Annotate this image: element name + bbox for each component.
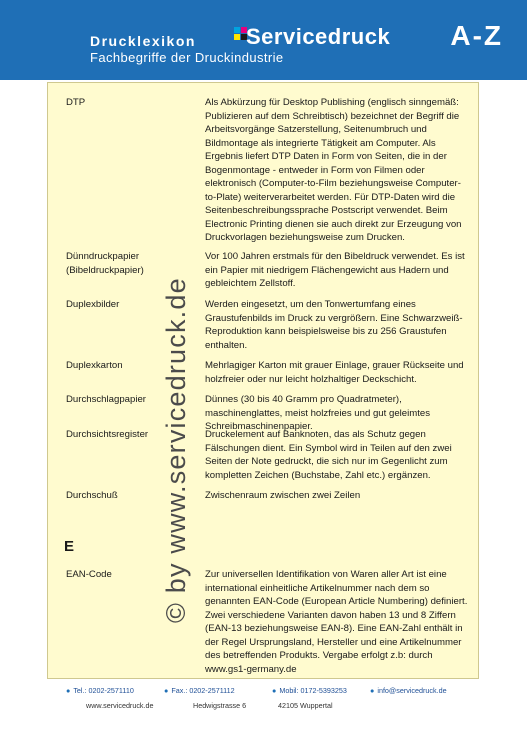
header-title: Drucklexikon — [90, 33, 196, 49]
footer-email-text[interactable]: info@servicedruck.de — [377, 686, 447, 695]
footer-fax — [164, 686, 235, 695]
servicedruck-logo — [234, 24, 424, 58]
footer-web[interactable]: www.servicedruck.de — [86, 701, 154, 710]
page-header — [0, 0, 527, 80]
footer-street: Hedwigstrasse 6 — [193, 701, 247, 710]
footer-email[interactable] — [370, 686, 447, 695]
entry-term: EAN-Code — [66, 569, 112, 580]
bullet-icon: ● — [272, 686, 277, 695]
entry-term: Durchschuß — [66, 490, 118, 501]
entry-definition: Mehrlagiger Karton mit grauer Einlage, grauer Rückseite und holzfreier oder nur leicht holzhaltiger Deckschicht. — [205, 360, 464, 385]
footer-tel — [66, 686, 134, 695]
entry-term: Duplexkarton — [66, 360, 123, 371]
footer-fax-text: Fax.: 0202-2571112 — [171, 686, 235, 695]
footer-address-row — [0, 701, 527, 713]
header-subtitle: Fachbegriffe der Druckindustrie — [90, 50, 284, 65]
entry-definition: Zur universellen Identifikation von Waren aller Art ist eine international einheitliche Artikelnummer nach dem so genannten EAN-Code (European Article Numbering) definiert. Zwei verschiedene Varianten davon haben 13 und 8 Ziffern (EAN-13 beziehungsweise EAN-8). Eine EAN-Zahl enthält in der Regel Ursprungsland, Hersteller und eine Artikelnummer des betreffenden Produkts. Vergabe erfolgt z.b: durch www.gs1-germany.de — [205, 569, 468, 675]
entry-definition: Dünnes (30 bis 40 Gramm pro Quadratmeter), maschinenglattes, meist holzfreies und gut geleimtes Schreibmaschinenpapier. — [205, 394, 431, 432]
entry-definition: Druckelement auf Banknoten, das als Schutz gegen Fälschungen dient. Ein Symbol wird in Teilen auf den zwei Seiten der Note gedruckt, die sich nur im Gegenlicht zum kompletten Zeichen (Buchstabe, Zahl etc.) ergänzen. — [205, 429, 452, 481]
entry-definition: Vor 100 Jahren erstmals für den Bibeldruck verwendet. Es ist ein Papier mit niedrigem Flächengewicht aus Hadern und gebleichtem Zellstoff. — [205, 251, 465, 289]
entry-definition: Werden eingesetzt, um den Tonwertumfang eines Graustufenbilds im Druck zu vergrößern. Eine Schwarzweiß-Reproduktion kann beispielsweise bis zu 256 Graustufen enthalten. — [205, 299, 463, 351]
bullet-icon: ● — [370, 686, 375, 695]
logo-text: Servicedruck — [246, 24, 391, 49]
entry-term: Dünndruckpapier (Bibeldruckpapier) — [66, 251, 144, 276]
section-letter-heading: E — [64, 538, 75, 555]
footer-city: 42105 Wuppertal — [278, 701, 333, 710]
footer-mobil-text: Mobil: 0172-5393253 — [279, 686, 347, 695]
entry-definition: Zwischenraum zwischen zwei Zeilen — [205, 490, 361, 501]
entry-term: Durchschlagpapier — [66, 394, 146, 405]
bullet-icon: ● — [66, 686, 71, 695]
footer-tel-text: Tel.: 0202-2571110 — [73, 686, 134, 695]
copyright-watermark: © by www.servicedruck.de — [161, 277, 191, 623]
footer-contact-row — [0, 686, 527, 698]
entry-term: Durchsichtsregister — [66, 429, 149, 440]
page-footer — [0, 686, 527, 746]
entry-term: Duplexbilder — [66, 299, 120, 310]
footer-mobil — [272, 686, 347, 695]
az-label: A-Z — [450, 20, 503, 51]
entry-definition: Als Abkürzung für Desktop Publishing (englisch sinngemäß: Publizieren auf dem Schreibtisch) bezeichnet der Begriff die Arbeitsvorgänge Satzerstellung, Seitenumbruch und Bildmontage als integrierte Tätigkeit am Computer. Als Ergebnis liefert DTP Daten in Form von Seiten, die in der Bogenmontage - entweder in Form von Filmen oder elektronisch (Computer-to-Film beziehungsweise Computer-to-Plate) weiterverarbeitet werden. Für DTP-Daten wird die Seitenbeschreibungssprache Postscript verwendet. Beim Electronic Printing dienen sie auch direkt zur Erzeugung von Druckvorlagen beziehungsweise zum Drucken. — [205, 97, 462, 243]
glossary-panel — [47, 82, 479, 679]
entry-term: DTP — [66, 97, 86, 108]
bullet-icon: ● — [164, 686, 169, 695]
